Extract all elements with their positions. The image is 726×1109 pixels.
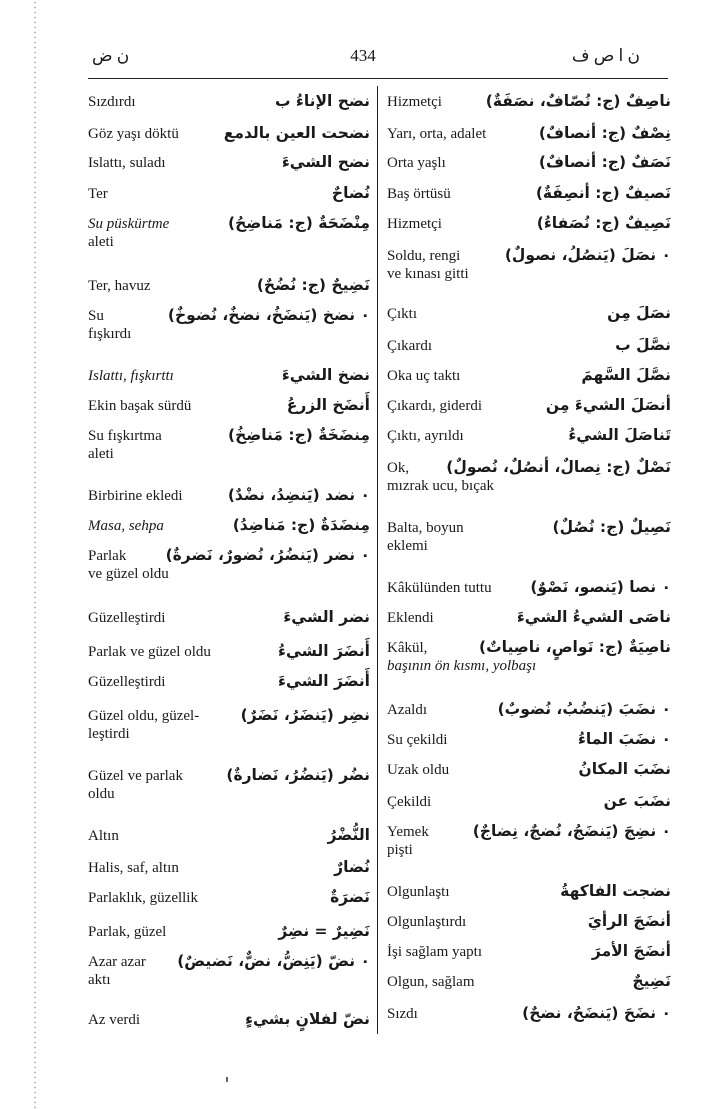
entry-translation: Su çekildi: [387, 732, 448, 748]
entry-headword: نُضاحٌ: [331, 184, 370, 202]
entry-translation: Olgun, sağlam: [387, 974, 475, 990]
entry-headword: نضر الشيءَ: [283, 608, 370, 626]
header-right-letters: ن ا ص ف: [571, 46, 640, 65]
entry-translation: Uzak oldu: [387, 762, 450, 778]
entry-translation: Altın: [88, 828, 119, 844]
entry-headword: نَصَفٌ (ج: أنصافٌ): [538, 153, 671, 171]
entry-continuation: ve kınası gitti: [387, 266, 469, 282]
dictionary-entry: [88, 366, 370, 385]
dictionary-entry: [387, 608, 671, 627]
entry-translation: Güzel oldu, güzel-: [88, 708, 200, 724]
entry-translation: Yarı, orta, adalet: [387, 126, 487, 142]
entry-headword: ۰ نضّ (يَنِضُّ، نضٌّ، نَضيضٌ): [177, 952, 370, 970]
entry-translation: Balta, boyun: [387, 520, 464, 536]
dictionary-entry: [88, 153, 370, 172]
entry-translation: Yemek: [387, 824, 429, 840]
entry-translation: Çıktı, ayrıldı: [387, 428, 464, 444]
entry-translation: Ter, havuz: [88, 278, 151, 294]
entry-headword: نَضِيجٌ: [632, 972, 671, 990]
dictionary-entry: [387, 184, 671, 203]
entry-headword: نِصْفٌ (ج: أنصافٌ): [538, 124, 671, 142]
dictionary-entry: [387, 426, 671, 445]
entry-translation: Çıktı: [387, 306, 418, 322]
entry-translation: Ok,: [387, 460, 410, 476]
entry-headword: ۰ نصَلَ (يَنصُلُ، نصولٌ): [504, 246, 671, 264]
dictionary-entry: [387, 396, 671, 415]
entry-headword: نَضِيحٌ (ج: نُضُحٌ): [256, 276, 370, 294]
dictionary-entry: [387, 578, 671, 597]
dictionary-entry: [387, 882, 671, 901]
entry-translation: Ter: [88, 186, 108, 202]
entry-headword: مِنْضَحَةٌ (ج: مَناضِحُ): [228, 214, 370, 232]
dictionary-entry: [88, 888, 370, 907]
entry-translation: Hizmetçi: [387, 94, 442, 110]
entry-headword: ۰ نضر (يَنضُرُ، نُضورٌ، نَضرةٌ): [165, 546, 370, 564]
entry-headword: نَصْلٌ (ج: نِصالٌ، أنصُلٌ، نُصولٌ): [446, 458, 671, 476]
entry-headword: نَضرَةٌ: [330, 888, 370, 906]
entry-translation: Parlaklık, güzellik: [88, 890, 198, 906]
dictionary-entry: [387, 730, 671, 749]
entry-translation: Masa, sehpa: [88, 518, 164, 534]
entry-headword: أنضَجَ الرأيَ: [587, 912, 671, 930]
entry-translation: Parlak, güzel: [88, 924, 167, 940]
entry-translation: Su fışkırtma: [88, 428, 162, 444]
entry-headword: نَصِيلٌ (ج: نُصُلٌ): [552, 518, 671, 536]
entry-continuation: eklemi: [387, 538, 428, 554]
entry-translation: İşi sağlam yaptı: [387, 944, 482, 960]
entry-headword: ناصِفٌ (ج: نُصّافٌ، نصَفَةٌ): [485, 92, 671, 110]
entry-headword: مِنضَخَةٌ (ج: مَناضِخُ): [228, 426, 370, 444]
entry-continuation: mızrak ucu, bıçak: [387, 478, 495, 494]
entry-translation: Islattı, fışkırttı: [88, 368, 174, 384]
entry-translation: Su: [88, 308, 104, 324]
entry-translation: Baş örtüsü: [387, 186, 451, 202]
dictionary-entry: [88, 706, 370, 743]
entry-headword: أَنضَرَ الشيءَ: [278, 672, 370, 690]
entry-headword: نضُر (يَنضُرُ، نَضارةٌ): [226, 766, 370, 784]
scan-dotted-margin: [34, 0, 36, 1109]
entry-translation: Azar azar: [88, 954, 146, 970]
entry-translation: Güzelleştirdi: [88, 674, 166, 690]
dictionary-entry: [387, 1004, 671, 1023]
entry-headword: ۰ نضَبَ الماءُ: [577, 730, 671, 748]
entry-continuation: leştirdi: [88, 726, 130, 742]
entry-headword: نَصِيفٌ (ج: نُصَفاءُ): [536, 214, 671, 232]
dictionary-entry: [387, 912, 671, 931]
entry-translation: Olgunlaştırdı: [387, 914, 467, 930]
entry-translation: Göz yaşı döktü: [88, 126, 179, 142]
dictionary-entry: [88, 952, 370, 989]
entry-headword: نضخ الشيءَ: [281, 366, 370, 384]
dictionary-entry: [88, 396, 370, 415]
entry-translation: Parlak: [88, 548, 127, 564]
entry-headword: أَنضَخ الزرعُ: [286, 396, 370, 414]
entry-headword: نضحت العين بالدمع: [223, 124, 370, 142]
entry-continuation: başının ön kısmı, yolbaşı: [387, 658, 537, 674]
entry-translation: Kâkül,: [387, 640, 428, 656]
dictionary-entry: [88, 214, 370, 251]
dictionary-entry: [88, 766, 370, 803]
entry-continuation: aleti: [88, 446, 114, 462]
entry-continuation: ve güzel oldu: [88, 566, 169, 582]
entry-headword: ۰ نضَحَ (يَنضَحُ، نضحٌ): [522, 1004, 671, 1022]
dictionary-entry: [88, 486, 370, 505]
dictionary-entry: [387, 760, 671, 779]
dictionary-entry: [88, 184, 370, 203]
entry-continuation: pişti: [387, 842, 413, 858]
entry-headword: نضجت الفاكهةُ: [560, 882, 671, 900]
dictionary-entry: [88, 922, 370, 941]
entry-translation: Çıkardı: [387, 338, 432, 354]
entry-headword: نضِر (يَنضَرُ، نَضَرٌ): [240, 706, 370, 724]
entry-headword: أنضَجَ الأمرَ: [591, 942, 671, 960]
entry-headword: نُضارٌ: [334, 858, 370, 876]
dictionary-entry: [387, 153, 671, 172]
entry-headword: نضَبَ المكانُ: [578, 760, 671, 778]
entry-headword: نَضِيرٌ = نضِرٌ: [278, 922, 370, 940]
entry-headword: ۰ نصا (يَنصو، نَصْوٌ): [530, 578, 671, 596]
entry-headword: ناصِيَةٌ (ج: نَواصٍ، ناصِياتٌ): [478, 638, 671, 656]
entry-translation: Soldu, rengi: [387, 248, 461, 264]
dictionary-entry: [88, 826, 370, 845]
entry-translation: Çıkardı, giderdi: [387, 398, 482, 414]
entry-continuation: fışkırdı: [88, 326, 132, 342]
entry-translation: Olgunlaştı: [387, 884, 450, 900]
entry-translation: Güzel ve parlak: [88, 768, 183, 784]
entry-translation: Güzelleştirdi: [88, 610, 166, 626]
entry-headword: أنصَلَ الشيءَ مِن: [545, 396, 671, 414]
entry-continuation: aktı: [88, 972, 111, 988]
dictionary-entry: [387, 942, 671, 961]
entry-headword: ناصَى الشيءُ الشيءَ: [516, 608, 671, 626]
dictionary-entry: [88, 276, 370, 295]
dictionary-entry: [88, 306, 370, 343]
dictionary-entry: [387, 304, 671, 323]
dictionary-entry: [387, 124, 671, 143]
entry-translation: Eklendi: [387, 610, 434, 626]
dictionary-entry: [88, 608, 370, 627]
dictionary-entry: [387, 366, 671, 385]
column-divider: [377, 86, 378, 1034]
dictionary-entry: [387, 336, 671, 355]
entry-headword: نصَّلَ ب: [615, 336, 671, 354]
entry-translation: Oka uç taktı: [387, 368, 461, 384]
dictionary-entry: [88, 92, 370, 111]
dictionary-entry: [387, 92, 671, 111]
entry-translation: Ekin başak sürdü: [88, 398, 192, 414]
entry-translation: Az verdi: [88, 1012, 141, 1028]
entry-translation: Sızdırdı: [88, 94, 136, 110]
ink-mark: [226, 1077, 228, 1082]
dictionary-entry: [88, 858, 370, 877]
dictionary-entry: [387, 518, 671, 555]
entry-continuation: oldu: [88, 786, 115, 802]
entry-headword: نضّ لفلانٍ بشيءٍ: [245, 1010, 370, 1028]
dictionary-entry: [88, 426, 370, 463]
entry-headword: نضَبَ عن: [603, 792, 671, 810]
dictionary-entry: [387, 792, 671, 811]
dictionary-entry: [387, 700, 671, 719]
entry-headword: نصَّلَ السَّهمَ: [581, 366, 671, 384]
entry-translation: Çekildi: [387, 794, 432, 810]
entry-headword: نضح الإناءُ ب: [274, 92, 370, 110]
dictionary-entry: [88, 546, 370, 583]
entry-translation: Birbirine ekledi: [88, 488, 183, 504]
dictionary-entry: [387, 638, 671, 675]
entry-translation: Orta yaşlı: [387, 155, 446, 171]
header-left-letters: ن ض: [92, 46, 130, 65]
entry-headword: ۰ نضخ (يَنضَخُ، نضخٌ، نُضوخٌ): [167, 306, 370, 324]
entry-headword: تَناصَلَ الشيءُ: [568, 426, 671, 444]
dictionary-entry: [387, 246, 671, 283]
entry-headword: نضح الشيءَ: [281, 153, 370, 171]
entry-headword: نصَلَ مِن: [607, 304, 671, 322]
entry-continuation: aleti: [88, 234, 114, 250]
entry-translation: Parlak ve güzel oldu: [88, 644, 211, 660]
entry-translation: Halis, saf, altın: [88, 860, 179, 876]
dictionary-entry: [88, 124, 370, 143]
entry-headword: مِنضَدَةٌ (ج: مَناضِدُ): [232, 516, 370, 534]
dictionary-entry: [88, 642, 370, 661]
entry-headword: النُّضْرُ: [327, 826, 370, 844]
entry-translation: Azaldı: [387, 702, 427, 718]
dictionary-entry: [387, 458, 671, 495]
entry-headword: ۰ نضِجَ (يَنضَجُ، نُضجٌ، نِضاجٌ): [472, 822, 671, 840]
entry-headword: نَصيفٌ (ج: أنصِفَةٌ): [535, 184, 671, 202]
entry-headword: أَنضَرَ الشيءُ: [278, 642, 370, 660]
dictionary-entry: [88, 516, 370, 535]
entry-headword: ۰ نضَبَ (يَنضُبُ، نُضوبٌ): [497, 700, 671, 718]
entry-headword: ۰ نضد (يَنضِدُ، نضْدٌ): [227, 486, 370, 504]
entry-translation: Islattı, suladı: [88, 155, 166, 171]
entry-translation: Hizmetçi: [387, 216, 442, 232]
dictionary-entry: [88, 1010, 370, 1029]
dictionary-entry: [387, 822, 671, 859]
entry-translation: Sızdı: [387, 1006, 418, 1022]
dictionary-entry: [387, 972, 671, 991]
page-number: 434: [350, 46, 376, 65]
entry-translation: Su püskürtme: [88, 216, 170, 232]
entry-translation: Kâkülünden tuttu: [387, 580, 492, 596]
dictionary-entry: [387, 214, 671, 233]
dictionary-entry: [88, 672, 370, 691]
header-rule: [88, 78, 668, 79]
